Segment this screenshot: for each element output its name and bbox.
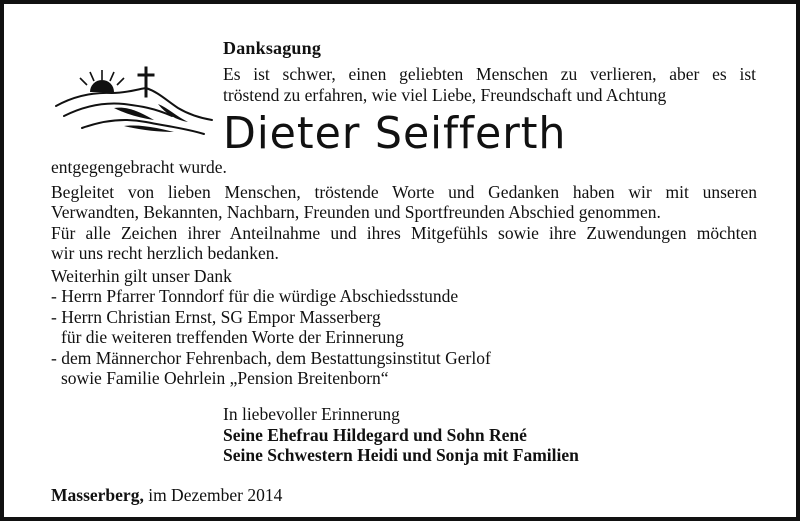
memory-line: In liebevoller Erinnerung [223, 404, 400, 424]
date: im Dezember 2014 [148, 485, 283, 505]
thanks-item: - Herrn Pfarrer Tonndorf für die würdige Abschiedsstunde [51, 286, 459, 307]
thanks-intro: Weiterhin gilt unser Dank [51, 266, 232, 286]
family-line: Seine Schwestern Heidi und Sonja mit Familien [223, 445, 579, 466]
paragraph-line: Verwandten, Bekannten, Nachbarn, Freunden und Sportfreunden Abschied genommen. [51, 202, 661, 223]
intro-line: tröstend zu erfahren, wie viel Liebe, Freundschaft und Achtung [223, 84, 667, 105]
body-text [51, 182, 757, 264]
paragraph-line: wir uns recht herzlich bedanken. [51, 243, 279, 264]
family-line: Seine Ehefrau Hildegard und Sohn René [223, 424, 527, 445]
thanks-item: - dem Männerchor Fehrenbach, dem Bestattungsinstitut Gerlof [51, 347, 491, 368]
thanks-list [51, 266, 757, 388]
thanks-item-continued: für die weiteren treffenden Worte der Erinnerung [61, 327, 404, 348]
mountain-cross-sunrise-icon [54, 62, 214, 138]
intro-line: Es ist schwer, einen geliebten Menschen zu verlieren, aber es ist [223, 64, 756, 84]
intro-continued: entgegengebracht wurde. [51, 157, 227, 177]
signature-block [223, 404, 579, 466]
heading: Danksagung [223, 38, 322, 58]
paragraph-line: Begleitet von lieben Menschen, tröstende Worte und Gedanken haben wir mit unseren [51, 182, 757, 202]
intro-text [223, 64, 756, 105]
place-date [51, 485, 282, 506]
thanks-item-continued: sowie Familie Oehrlein „Pension Breitenborn“ [61, 368, 389, 389]
thanks-item: - Herrn Christian Ernst, SG Empor Masserberg [51, 306, 381, 327]
paragraph-line: Für alle Zeichen ihrer Anteilnahme und ihres Mitgefühls sowie ihre Zuwendungen möchten [51, 222, 757, 243]
place: Masserberg, [51, 485, 144, 505]
deceased-name: Dieter Seifferth [223, 108, 567, 159]
